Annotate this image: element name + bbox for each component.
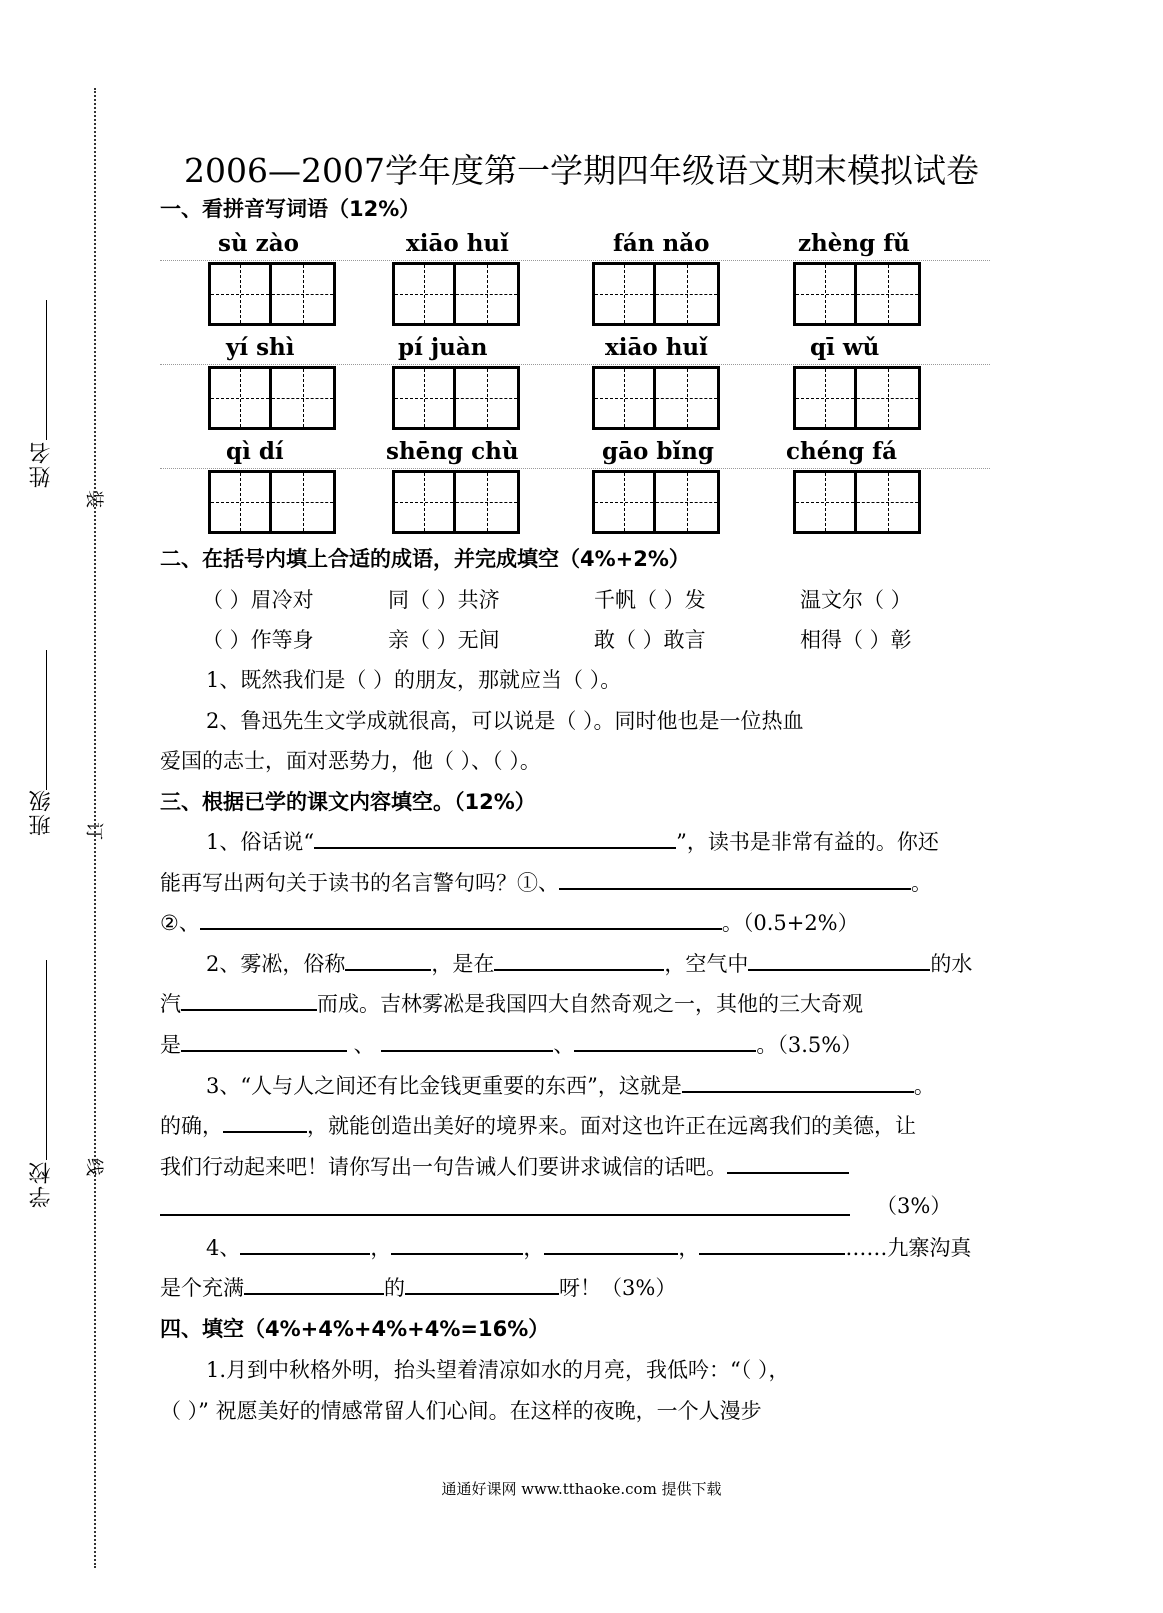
q4-text: 是个充满 [160, 1276, 244, 1300]
answer-blank[interactable] [244, 1273, 384, 1295]
q4-text: 4、 [206, 1236, 241, 1260]
class-blank [46, 650, 47, 790]
idiom-item: （ ）眉冷对 [202, 588, 314, 612]
name-label: 姓名 [29, 440, 54, 488]
pinyin-item: zhèng fǔ [798, 230, 910, 257]
pinyin-item: shēng chù [386, 438, 519, 465]
writing-grid[interactable] [793, 470, 921, 534]
section2-q2-line1: 2、鲁迅先生文学成就很高，可以说是（ ）。同时他也是一位热血 [206, 709, 804, 733]
section3-q3-line2 [160, 1110, 916, 1140]
writing-grid[interactable] [392, 470, 520, 534]
q4-text: ， [370, 1236, 392, 1260]
binding-char-ding: 订 [86, 819, 104, 840]
section4-q1-line1: 1.月到中秋格外明，抬头望着清凉如水的月亮，我低吟：“（ ）， [206, 1358, 790, 1382]
answer-blank[interactable] [314, 827, 676, 849]
idiom-item: 亲（ ）无间 [388, 628, 500, 652]
exam-title: 2006—2007学年度第一学期四年级语文期末模拟试卷 [184, 151, 979, 190]
q1-text: ”，读书是非常有益的。你还 [676, 830, 939, 854]
q1-text: 。 [911, 871, 932, 895]
section3-q2-line3 [160, 1029, 862, 1059]
writing-grid[interactable] [793, 366, 921, 430]
writing-grid[interactable] [392, 262, 520, 326]
school-label: 学校 [29, 1160, 54, 1208]
section3-q1-line2 [160, 867, 932, 897]
answer-blank[interactable] [223, 1111, 307, 1133]
idiom-item: 相得（ ）彰 [800, 628, 912, 652]
section4-q1-line2: （ ）” 祝愿美好的情感常留人们心间。在这样的夜晚，一个人漫步 [160, 1399, 762, 1423]
pinyin-item: gāo bǐng [602, 438, 714, 465]
section3-q1-line1 [206, 826, 939, 856]
q2-text: 是 [160, 1033, 181, 1057]
answer-blank[interactable] [181, 989, 317, 1011]
school-blank [46, 960, 47, 1160]
answer-blank[interactable] [682, 1071, 914, 1093]
section3-q3-line1 [206, 1070, 935, 1100]
idiom-item: 千帆（ ）发 [594, 588, 706, 612]
pinyin-item: xiāo huǐ [406, 230, 509, 257]
pinyin-row-3 [160, 438, 990, 469]
section3-heading: 三、根据已学的课文内容填空。（12%） [160, 790, 536, 814]
answer-blank[interactable] [240, 1233, 370, 1255]
pinyin-item: yí shì [226, 334, 295, 361]
section2-q2-line2: 爱国的志士，面对恶势力，他（ ）、（ ）。 [160, 749, 541, 773]
writing-grid[interactable] [592, 470, 720, 534]
q2-text: ，空气中 [664, 952, 749, 976]
section3-q3-line3 [160, 1151, 849, 1181]
answer-blank[interactable] [559, 868, 911, 890]
answer-blank[interactable] [345, 949, 431, 971]
q3-text: 的确， [160, 1114, 223, 1138]
answer-blank[interactable] [160, 1214, 850, 1216]
q3-text: 我们行动起来吧！请你写出一句告诫人们要讲求诚信的话吧。 [160, 1155, 727, 1179]
pinyin-row-2 [160, 334, 990, 365]
writing-grid[interactable] [592, 262, 720, 326]
writing-grid[interactable] [208, 262, 336, 326]
binding-char-xian: 线 [86, 1155, 104, 1176]
q1-text: 能再写出两句关于读书的名言警句吗？①、 [160, 871, 559, 895]
writing-grid[interactable] [392, 366, 520, 430]
writing-grid[interactable] [592, 366, 720, 430]
q4-text: 呀！（3%） [559, 1276, 677, 1300]
q4-text: ……九寨沟真 [845, 1236, 972, 1260]
section2-q1: 1、既然我们是（ ）的朋友，那就应当（ ）。 [206, 668, 622, 692]
idiom-item: 敢（ ）敢言 [594, 628, 706, 652]
section3-q1-line3 [160, 907, 859, 937]
q4-text: ， [523, 1236, 545, 1260]
answer-blank[interactable] [181, 1030, 347, 1052]
answer-blank[interactable] [391, 1233, 523, 1255]
q1-text: 1、俗话说“ [206, 830, 315, 854]
answer-blank[interactable] [544, 1233, 678, 1255]
q3-score: （3%） [876, 1194, 952, 1218]
writing-grid[interactable] [208, 470, 336, 534]
section2-heading: 二、在括号内填上合适的成语，并完成填空（4%+2%） [160, 547, 690, 571]
pinyin-item: xiāo huǐ [605, 334, 708, 361]
footer-credit: 通通好课网 www.tthaoke.com 提供下载 [441, 1480, 722, 1498]
pinyin-item: qī wǔ [810, 334, 880, 361]
answer-blank[interactable] [381, 1030, 553, 1052]
writing-grid[interactable] [208, 366, 336, 430]
answer-blank[interactable] [494, 949, 664, 971]
q2-text: 、 [347, 1033, 382, 1057]
q3-text: ，就能创造出美好的境界来。面对这也许正在远离我们的美德，让 [307, 1114, 916, 1138]
pinyin-item: fán nǎo [613, 230, 710, 257]
pinyin-item: pí juàn [398, 334, 488, 361]
class-label: 班级 [29, 788, 54, 836]
idiom-item: 同（ ）共济 [388, 588, 500, 612]
section4-heading: 四、填空（4%+4%+4%+4%=16%） [160, 1317, 550, 1341]
q4-text: 的 [384, 1276, 405, 1300]
name-blank [46, 300, 47, 440]
q2-text: 。（3.5%） [756, 1033, 863, 1057]
answer-blank[interactable] [574, 1030, 756, 1052]
q3-text: 。 [913, 1074, 935, 1098]
answer-blank[interactable] [748, 949, 930, 971]
section1-heading: 一、看拼音写词语（12%） [160, 197, 421, 221]
q2-text: 汽 [160, 992, 181, 1016]
binding-char-zhuang: 装 [86, 487, 104, 508]
pinyin-item: chéng fá [786, 438, 897, 465]
q2-text: 的水 [930, 952, 973, 976]
section3-q2-line2 [160, 988, 863, 1018]
answer-blank[interactable] [727, 1152, 849, 1174]
pinyin-item: sù zào [218, 230, 299, 257]
answer-blank[interactable] [699, 1233, 845, 1255]
q1-text: ②、 [160, 911, 200, 935]
q1-text: 。（0.5+2%） [721, 911, 859, 935]
q2-text: 、 [553, 1033, 575, 1057]
idiom-item: （ ）作等身 [202, 628, 314, 652]
q2-text: ，是在 [431, 952, 495, 976]
pinyin-item: qì dí [226, 438, 284, 465]
section3-q4-line2 [160, 1272, 676, 1302]
q2-text: 2、雾凇，俗称 [206, 952, 346, 976]
q4-text: ， [678, 1236, 700, 1260]
section3-q4-line1 [206, 1232, 971, 1262]
answer-blank[interactable] [405, 1273, 559, 1295]
section3-q2-line1 [206, 948, 972, 978]
q3-text: 3、“人与人之间还有比金钱更重要的东西”，这就是 [206, 1074, 682, 1098]
answer-blank[interactable] [200, 908, 722, 930]
writing-grid[interactable] [793, 262, 921, 326]
idiom-item: 温文尔（ ） [800, 588, 912, 612]
q2-text: 而成。吉林雾凇是我国四大自然奇观之一，其他的三大奇观 [317, 992, 863, 1016]
pinyin-row-1 [160, 230, 990, 261]
